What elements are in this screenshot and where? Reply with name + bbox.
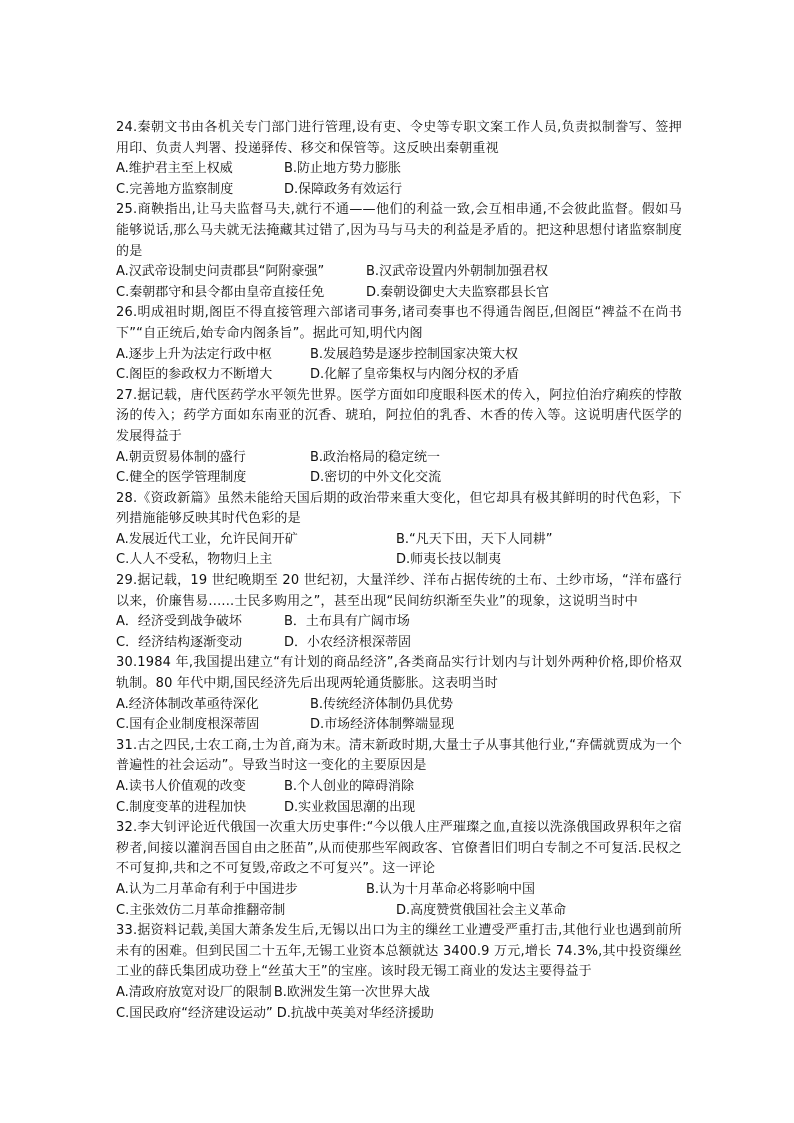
- option-a: A.发展近代工业，允许民间开矿: [116, 531, 298, 547]
- option-a: A.清政府放宽对设厂的限制: [116, 984, 272, 1000]
- option-c: C．经济结构逐渐变动: [116, 634, 243, 650]
- option-a: A.维护君主至上权威: [116, 161, 233, 177]
- option-d: D.抗战中英美对华经济援助: [276, 1005, 434, 1021]
- exam-page: [116, 118, 682, 1024]
- option-c: C.国民政府“经济建设运动”: [116, 1005, 273, 1021]
- question-27: [116, 386, 682, 489]
- option-a: A.读书人价值观的改变: [116, 779, 246, 794]
- option-b: B.个人创业的障碍消除: [284, 779, 415, 794]
- question-24: [116, 118, 682, 200]
- option-c: C.健全的医学管理制度: [116, 470, 247, 486]
- option-c: C.制度变革的进程加快: [116, 799, 247, 815]
- option-d: D.实业救国思潮的出现: [284, 799, 416, 815]
- option-b: B.汉武帝设置内外朝制加强君权: [366, 264, 549, 280]
- option-b: B.认为十月革命必将影响中国: [366, 881, 536, 897]
- question-33: [116, 921, 682, 1024]
- option-b: B.政治格局的稳定统一: [310, 449, 441, 465]
- question-28: [116, 489, 682, 571]
- option-d: D.秦朝设御史大夫监察郡县长官: [366, 284, 550, 300]
- option-c: C.国有企业制度根深蒂固: [116, 717, 260, 733]
- question-26: [116, 303, 682, 385]
- option-d: D．小农经济根深蒂固: [284, 634, 412, 650]
- question-25: [116, 200, 682, 303]
- option-c: C.主张效仿二月革命推翻帝制: [116, 902, 286, 918]
- option-d: D.密切的中外文化交流: [310, 470, 442, 486]
- question-30: [116, 653, 682, 735]
- option-d: D.高度赞赏俄国社会主义革命: [396, 902, 567, 918]
- option-c: C.秦朝郡守和县令都由皇帝直接任免: [116, 284, 325, 300]
- option-a: A.经济体制改革亟待深化: [116, 696, 259, 712]
- option-b: B.传统经济体制仍具优势: [310, 696, 454, 712]
- option-a: A.朝贡贸易体制的盛行: [116, 449, 246, 465]
- question-stem: 26.明成祖时期,阁臣不得直接管理六部诸司事务,诸司奏事也不得通告阁臣,但阁臣“裨益不在尚书下”“自正统后,始专命内阁条旨”。据此可知,明代内阁: [116, 305, 682, 341]
- question-stem: 29.据记载，19 世纪晚期至 20 世纪初，大量洋纱、洋布占据传统的土布、土纱市场，“洋布盛行以来，价廉售易......士民多购用之”，甚至出现“民间纺织渐至失业”的现象，这说明当时中: [116, 573, 682, 609]
- question-stem: 31.古之四民,士农工商,士为首,商为末。清末新政时期,大量士子从事其他行业,“弃儒就贾成为一个普遍性的社会运动”。导致当时这一变化的主要原因是: [116, 737, 682, 774]
- question-stem: 30.1984 年,我国提出建立“有计划的商品经济”,各类商品实行计划内与计划外两种价格,即价格双轨制。80 年代中期,国民经济先后出现两轮通货膨胀。这表明当时: [116, 655, 682, 692]
- option-b: B.发展趋势是逐步控制国家决策大权: [310, 346, 519, 362]
- question-32: [116, 818, 682, 921]
- option-d: D.化解了皇帝集权与内阁分权的矛盾: [310, 367, 520, 383]
- option-d: D.师夷长技以制夷: [396, 552, 502, 568]
- option-b: B.防止地方势力膨胀: [284, 161, 402, 177]
- option-b: B．土布具有广阔市场: [284, 614, 410, 630]
- option-a: A.汉武帝设制史问责郡县“阿附豪强”: [116, 264, 325, 280]
- option-a: A.认为二月革命有利于中国进步: [116, 881, 298, 897]
- question-stem: 27.据记载，唐代医药学水平领先世界。医学方面如印度眼科医术的传入，阿拉伯治疗痢疾的悖散汤的传入；药学方面如东南亚的沉香、琥珀，阿拉伯的乳香、木香的传入等。这说明唐代医学的发展得益于: [116, 387, 682, 444]
- option-a: A.逐步上升为法定行政中枢: [116, 346, 272, 362]
- question-stem: 33.据资料记载,美国大萧条发生后,无锡以出口为主的缫丝工业遭受严重打击,其他行业也遇到前所未有的困难。但到民国二十五年,无锡工业资本总额就达 3400.9 万元,增长 74.3%,其中投资缫丝工业的薛氏集团成功登上“丝茧大王”的宝座。该时段无锡工商业的发达主要得益于: [116, 923, 682, 980]
- option-c: C.完善地方监察制度: [116, 181, 234, 197]
- option-d: D.市场经济体制弊端显现: [310, 717, 455, 733]
- question-stem: 25.商鞅指出,让马夫监督马夫,就行不通——他们的利益一致,会互相串通,不会彼此监督。假如马能够说话,那么马夫就无法掩藏其过错了,因为马与马夫的利益是矛盾的。把这种思想付诸监察制度的是: [116, 202, 682, 259]
- option-c: C.阁臣的参政权力不断增大: [116, 367, 273, 383]
- option-b: B.“凡天下田，天下人同耕”: [396, 531, 553, 547]
- question-stem: 28.《资政新篇》虽然未能给天国后期的政治带来重大变化，但它却具有极其鲜明的时代色彩，下列措施能够反映其时代色彩的是: [116, 490, 682, 527]
- option-c: C.人人不受私，物物归上主: [116, 552, 273, 568]
- option-a: A．经济受到战争破坏: [116, 614, 242, 630]
- question-29: [116, 571, 682, 653]
- question-stem: 24.秦朝文书由各机关专门部门进行管理,设有吏、令史等专职文案工作人员,负责拟制誊写、签押用印、负责人判署、投递驿传、移交和保管等。这反映出秦朝重视: [116, 120, 682, 156]
- question-31: [116, 736, 682, 818]
- option-d: D.保障政务有效运行: [284, 181, 403, 197]
- option-b: B.欧洲发生第一次世界大战: [273, 984, 430, 1000]
- question-stem: 32.李大钊评论近代俄国一次重大历史事件:“今以俄人庄严璀璨之血,直接以洗涤俄国政界积年之宿秽者,间接以灌润吾国自由之胚苗”,从而使那些军阀政客、官僚耆旧们明白专制之不可复活.民权之不可复抑,共和之不可复毁,帝政之不可复兴”。这一评论: [116, 820, 682, 877]
